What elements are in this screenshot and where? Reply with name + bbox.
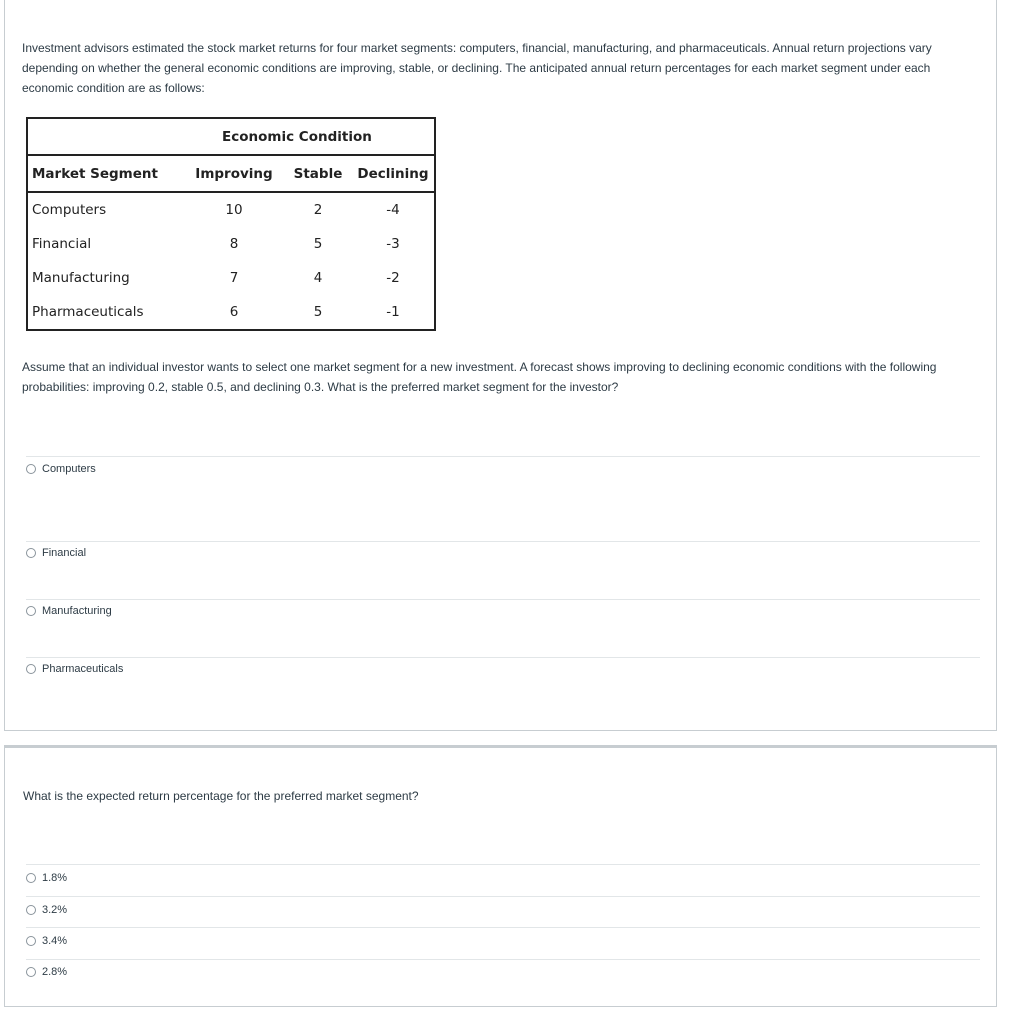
row-declining: -2	[386, 270, 400, 286]
col-market-segment: Market Segment	[27, 155, 184, 192]
radio-button[interactable]	[26, 967, 36, 977]
col-declining: Declining	[352, 155, 435, 192]
divider	[26, 959, 980, 960]
row-declining: -4	[386, 202, 400, 218]
answer-option-pharmaceuticals[interactable]	[26, 663, 123, 675]
returns-table	[26, 117, 436, 331]
radio-button[interactable]	[26, 548, 36, 558]
row-stable: 5	[313, 304, 323, 320]
col-stable: Stable	[284, 155, 352, 192]
option-label: Manufacturing	[42, 605, 112, 617]
row-improving: 7	[229, 270, 239, 286]
row-declining: -3	[386, 236, 400, 252]
economic-condition-header: Economic Condition	[184, 118, 435, 155]
option-label: Financial	[42, 547, 87, 559]
option-label: 3.2%	[42, 904, 68, 916]
answer-option-manufacturing[interactable]	[26, 605, 112, 617]
answer-option-2-8[interactable]	[26, 966, 67, 978]
row-segment: Financial	[32, 236, 92, 252]
radio-button[interactable]	[26, 664, 36, 674]
answer-option-1-8[interactable]	[26, 872, 67, 884]
radio-button[interactable]	[26, 606, 36, 616]
row-stable: 2	[313, 202, 323, 218]
row-segment: Manufacturing	[32, 270, 130, 286]
row-stable: 5	[313, 236, 323, 252]
question-2-card	[4, 745, 997, 1007]
divider	[26, 456, 980, 457]
question-1-intro: Investment advisors estimated the stock market returns for four market segments: computers, financial, manufacturing, and pharmaceuticals. Annual return projections vary depending on whether the general economic conditions are improving, stable, or declining. The anticipated annual return percentages for each market segment under each economic condition are as follows:	[22, 41, 932, 95]
question-1-card	[4, 0, 997, 731]
col-improving: Improving	[184, 155, 284, 192]
table-row	[27, 192, 435, 227]
radio-button[interactable]	[26, 464, 36, 474]
answer-option-computers[interactable]	[26, 463, 96, 475]
row-segment: Pharmaceuticals	[32, 304, 144, 320]
row-declining: -1	[386, 304, 400, 320]
row-improving: 10	[225, 202, 243, 218]
radio-button[interactable]	[26, 936, 36, 946]
answer-option-financial[interactable]	[26, 547, 86, 559]
divider	[26, 864, 980, 865]
divider	[26, 657, 980, 658]
row-improving: 6	[229, 304, 239, 320]
table-row	[27, 227, 435, 261]
radio-button[interactable]	[26, 905, 36, 915]
option-label: 2.8%	[42, 966, 68, 978]
option-label: Pharmaceuticals	[42, 663, 124, 675]
radio-button[interactable]	[26, 873, 36, 883]
answer-option-3-2[interactable]	[26, 904, 67, 916]
divider	[26, 896, 980, 897]
divider	[26, 927, 980, 928]
question-1-prompt: Assume that an individual investor wants to select one market segment for a new investment. A forecast shows improving to declining economic conditions with the following probabilities: improving 0.2, stable 0.5, and declining 0.3. What is the preferred market segment for the investor?	[22, 360, 937, 394]
option-label: 3.4%	[42, 935, 68, 947]
row-segment: Computers	[32, 202, 107, 218]
option-label: Computers	[42, 463, 96, 475]
answer-option-3-4[interactable]	[26, 935, 67, 947]
row-improving: 8	[229, 236, 239, 252]
question-2-prompt: What is the expected return percentage for the preferred market segment?	[23, 789, 419, 803]
row-stable: 4	[313, 270, 323, 286]
table-row	[27, 295, 435, 330]
divider	[26, 541, 980, 542]
divider	[26, 599, 980, 600]
option-label: 1.8%	[42, 872, 68, 884]
table-row	[27, 261, 435, 295]
